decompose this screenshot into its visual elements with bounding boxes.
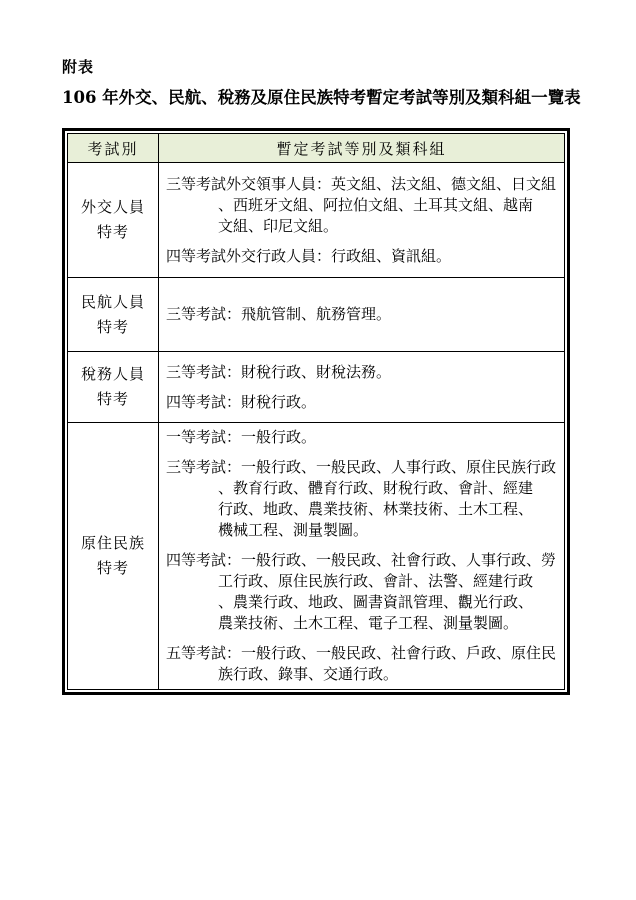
exam-categories-cell bbox=[159, 352, 565, 423]
table-row bbox=[68, 352, 565, 423]
exam-name-cell bbox=[68, 278, 159, 352]
category-line: 、教育行政、體育行政、財稅行政、會計、經建 bbox=[218, 479, 534, 497]
category-paragraph bbox=[166, 392, 562, 413]
table-row bbox=[68, 423, 565, 690]
category-paragraph bbox=[166, 246, 562, 267]
exam-name-line: 特考 bbox=[96, 223, 129, 241]
category-line: 三等考試：財稅行政、財稅法務。 bbox=[166, 362, 392, 381]
category-line: 四等考試外交行政人員：行政組、資訊組。 bbox=[166, 246, 452, 265]
exam-name-line: 稅務人員 bbox=[80, 365, 145, 383]
category-line: 機械工程、測量製圖。 bbox=[218, 521, 369, 539]
category-line: 四等考試：一般行政、一般民政、社會行政、人事行政、勞 bbox=[166, 551, 557, 569]
category-paragraph bbox=[166, 362, 562, 383]
category-line: 族行政、錄事、交通行政。 bbox=[218, 665, 399, 683]
exam-categories-cell bbox=[159, 278, 565, 352]
category-line: 、西班牙文組、阿拉伯文組、土耳其文組、越南 bbox=[218, 195, 534, 214]
column-header-exam-type: 考試別 bbox=[68, 134, 159, 163]
category-line: 工行政、原住民族行政、會計、法警、經建行政 bbox=[218, 572, 534, 590]
category-line: 文組、印尼文組。 bbox=[218, 216, 339, 235]
category-line: 三等考試：飛航管制、航務管理。 bbox=[166, 305, 392, 323]
exam-name-line: 特考 bbox=[96, 559, 129, 577]
page-title: 106 年外交、民航、稅務及原住民族特考暫定考試等別及類科組一覽表 bbox=[62, 88, 581, 107]
column-header-categories: 暫定考試等別及類科組 bbox=[159, 134, 565, 163]
exam-table-frame bbox=[62, 128, 570, 695]
exam-name-line: 特考 bbox=[96, 390, 129, 408]
exam-name-line: 外交人員 bbox=[80, 198, 145, 216]
category-line: 三等考試外交領事人員：英文組、法文組、德文組、日文組 bbox=[166, 174, 557, 193]
exam-categories-cell bbox=[159, 423, 565, 690]
category-paragraph bbox=[166, 457, 562, 541]
table-header-row bbox=[68, 134, 565, 163]
category-line: 三等考試：一般行政、一般民政、人事行政、原住民族行政 bbox=[166, 458, 557, 476]
exam-name-cell bbox=[68, 163, 159, 278]
category-line: 農業技術、土木工程、電子工程、測量製圖。 bbox=[218, 614, 519, 632]
table-body bbox=[68, 163, 565, 690]
category-paragraph bbox=[166, 643, 562, 685]
table-row bbox=[68, 278, 565, 352]
category-paragraph bbox=[166, 427, 562, 448]
category-line: 五等考試：一般行政、一般民政、社會行政、戶政、原住民 bbox=[166, 644, 557, 662]
exam-name-line: 民航人員 bbox=[80, 292, 145, 311]
category-paragraph bbox=[166, 174, 562, 237]
table-row bbox=[68, 163, 565, 278]
exam-name-cell bbox=[68, 423, 159, 690]
category-paragraph bbox=[166, 550, 562, 634]
annex-label: 附表 bbox=[62, 58, 95, 76]
exam-categories-cell bbox=[159, 163, 565, 278]
category-line: 行政、地政、農業技術、林業技術、土木工程、 bbox=[218, 500, 534, 518]
exam-name-cell bbox=[68, 352, 159, 423]
category-line: 、農業行政、地政、圖書資訊管理、觀光行政、 bbox=[218, 593, 534, 611]
category-line: 一等考試：一般行政。 bbox=[166, 428, 317, 446]
exam-name-line: 特考 bbox=[96, 317, 129, 336]
category-line: 四等考試：財稅行政。 bbox=[166, 392, 317, 411]
exam-name-line: 原住民族 bbox=[80, 534, 145, 552]
exam-table bbox=[67, 133, 565, 690]
category-paragraph bbox=[166, 304, 562, 325]
